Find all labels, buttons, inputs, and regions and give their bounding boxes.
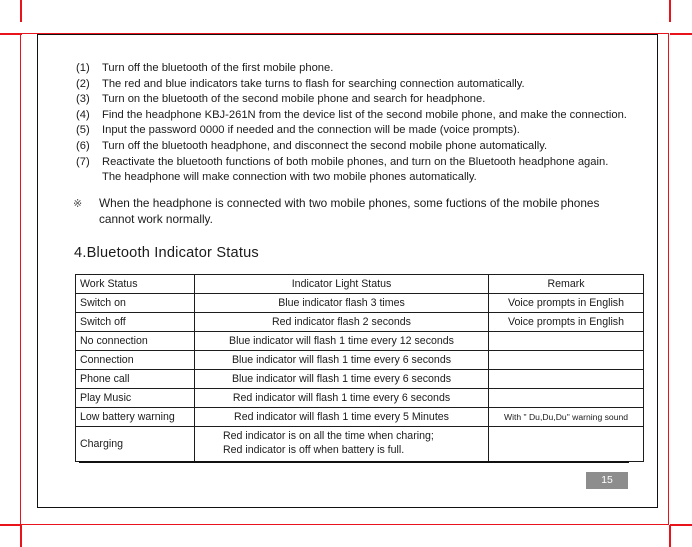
list-item — [76, 155, 628, 186]
note-block — [73, 195, 628, 228]
cell-light-status: Blue indicator will flash 1 time every 6 seconds — [195, 369, 489, 388]
step-marker: (1) — [76, 62, 90, 74]
cell-light-status: Red indicator will flash 1 time every 6 seconds — [195, 388, 489, 407]
table-row — [76, 350, 644, 369]
crop-mark-bottom-left-horizontal — [0, 524, 22, 526]
pairing-step-list — [76, 61, 628, 186]
table-row — [76, 369, 644, 388]
column-header-work-status: Work Status — [76, 274, 195, 293]
step-text: Input the password 0000 if needed and the connection will be made (voice prompts). — [102, 124, 520, 137]
cell-light-status: Red indicator will flash 1 time every 5 Minutes — [195, 407, 489, 426]
manual-page-sheet — [37, 34, 658, 508]
step-marker: (4) — [76, 108, 90, 121]
page-title: 4.Bluetooth Indicator Status — [74, 244, 259, 261]
page-number-badge: 15 — [586, 472, 628, 489]
cell-light-status: Blue indicator will flash 1 time every 12 seconds — [195, 331, 489, 350]
step-text: Reactivate the bluetooth functions of both mobile phones, and turn on the Bluetooth headphone again. The headphone will make connection with two mobile phones automatically. — [102, 155, 609, 184]
bluetooth-indicator-status-table — [75, 274, 644, 462]
step-marker: (7) — [76, 155, 90, 168]
list-item — [76, 92, 628, 108]
step-marker: (5) — [76, 124, 90, 137]
crop-mark-bottom-right-vertical — [669, 525, 671, 547]
cell-work-status: Connection — [76, 350, 195, 369]
cell-work-status: Play Music — [76, 388, 195, 407]
list-item — [76, 139, 628, 155]
cell-remark — [489, 388, 644, 407]
list-item — [76, 123, 628, 139]
cell-light-status-line-2: Red indicator is off when battery is full. — [223, 443, 405, 456]
cell-remark — [489, 331, 644, 350]
table-row — [76, 388, 644, 407]
table-row — [76, 331, 644, 350]
crop-mark-top-left-horizontal — [0, 33, 22, 35]
cell-remark: With " Du,Du,Du" warning sound — [489, 407, 644, 426]
table-row — [76, 312, 644, 331]
list-item — [76, 77, 628, 93]
cell-work-status: No connection — [76, 331, 195, 350]
cell-remark: Voice prompts in English — [489, 293, 644, 312]
crop-mark-top-right-horizontal — [670, 33, 692, 35]
crop-mark-top-left-vertical — [20, 0, 22, 22]
step-text: Find the headphone KBJ-261N from the device list of the second mobile phone, and make the connection. — [102, 108, 627, 121]
step-text: Turn off the bluetooth of the first mobile phone. — [102, 62, 334, 74]
list-item — [76, 61, 628, 77]
step-text: Turn off the bluetooth headphone, and disconnect the second mobile phone automatically. — [102, 139, 548, 152]
step-text: Turn on the bluetooth of the second mobile phone and search for headphone. — [102, 93, 486, 106]
step-marker: (3) — [76, 93, 90, 106]
table-header-row — [76, 274, 644, 293]
crop-mark-bottom-left-vertical — [20, 525, 22, 547]
list-item — [76, 108, 628, 124]
table-row — [76, 293, 644, 312]
cell-remark — [489, 350, 644, 369]
footer-divider — [79, 461, 629, 463]
step-marker: (2) — [76, 77, 90, 90]
reference-mark-icon: ※ — [73, 197, 83, 210]
cell-remark: Voice prompts in English — [489, 312, 644, 331]
column-header-indicator-light-status: Indicator Light Status — [195, 274, 489, 293]
cell-light-status: Blue indicator will flash 1 time every 6 seconds — [195, 350, 489, 369]
cell-work-status: Phone call — [76, 369, 195, 388]
cell-work-status: Switch off — [76, 312, 195, 331]
column-header-remark: Remark — [489, 274, 644, 293]
table-row — [76, 426, 644, 461]
crop-mark-top-right-vertical — [669, 0, 671, 22]
cell-remark — [489, 426, 644, 461]
table-row — [76, 407, 644, 426]
cell-remark — [489, 369, 644, 388]
note-text: When the headphone is connected with two mobile phones, some fuctions of the mobile phones cannot work normally. — [99, 195, 600, 227]
cell-light-status — [195, 426, 489, 461]
cell-light-status: Blue indicator flash 3 times — [195, 293, 489, 312]
cell-work-status: Low battery warning — [76, 407, 195, 426]
cell-work-status: Charging — [76, 426, 195, 461]
cell-light-status: Red indicator flash 2 seconds — [195, 312, 489, 331]
step-text: The red and blue indicators take turns to flash for searching connection automatically. — [102, 77, 525, 90]
page-content — [73, 61, 629, 462]
crop-mark-bottom-right-horizontal — [670, 524, 692, 526]
cell-light-status-line-1: Red indicator is on all the time when charing; — [223, 430, 434, 443]
step-marker: (6) — [76, 139, 90, 152]
cell-work-status: Switch on — [76, 293, 195, 312]
